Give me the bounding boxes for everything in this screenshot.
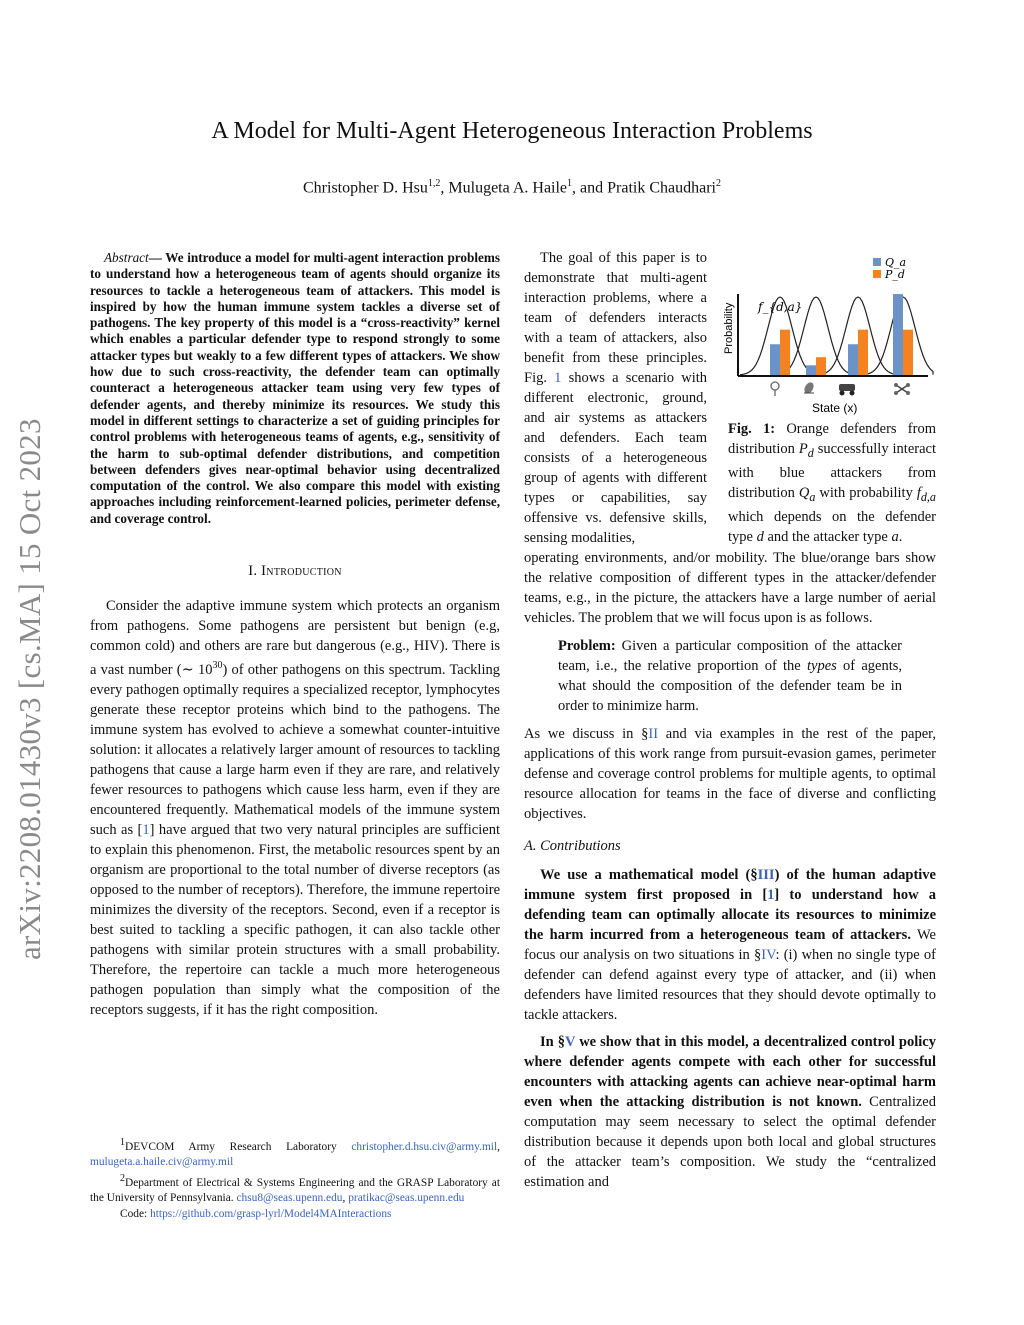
left-column [90, 250, 500, 1020]
caption-text: Orange defenders from distribution $P_d$ successfully interact with blue attackers from distribution $Q_a$ with probability $f_{d,a}$ which depends on the defender type d and the attacker type a. [728, 421, 936, 545]
problem-label: Problem: [558, 638, 616, 654]
x-category-icons [771, 381, 910, 396]
footnote-2-marker: 2 [120, 1172, 125, 1184]
attacker-bar-2 [806, 365, 816, 375]
section-ref-link-iii[interactable]: III [757, 867, 775, 883]
drone-icon [894, 383, 910, 395]
discussion-text-1: As we discuss in § [524, 726, 649, 742]
arxiv-identifier[interactable]: arXiv:2208.01430v3 [cs.MA] 15 Oct 2023 [12, 418, 47, 960]
problem-text-italic: types [806, 658, 837, 674]
figure-1-caption [728, 419, 936, 547]
contributions-heading: A. Contributions [524, 838, 621, 854]
author-chaudhari-affil: 2 [716, 178, 721, 189]
email-link-haile[interactable]: mulugeta.a.haile.civ@army.mil [90, 1156, 234, 1169]
footnote-code [90, 1207, 500, 1223]
intro-text-1: Consider the adaptive immune system which protects an organism from pathogens. Some pathogens are persistent but benign (e.g, common cold) and others are rare but dangerous (e.g., HIV). There is a vast number (∼ 10 [90, 598, 500, 678]
intro-exponent: 30 [212, 660, 223, 672]
problem-text-1: Given a particular composition of the attacker team, i.e., the relative proportion of the [558, 638, 902, 674]
goal-text-1: The goal of this paper is to demonstrate that multi-agent interaction problems, where a team of defenders interacts with a team of attackers, also benefit from these principles. Fig. [524, 250, 707, 386]
footnote-1-text: DEVCOM Army Research Laboratory [125, 1140, 352, 1153]
discussion-paragraph [524, 724, 936, 824]
contrib1-text-2: : (i) when no single type of defender can defend against every type of attacker, and (ii) when defenders have limited resources that they should devote optimally to tackle attackers. [524, 947, 936, 1023]
attacker-bar-4 [893, 294, 903, 375]
footnote-2-separator: , [342, 1192, 346, 1205]
footnote-1-marker: 1 [120, 1137, 125, 1148]
section-ref-link-v[interactable]: V [564, 1034, 576, 1050]
attacker-bar-1 [770, 344, 780, 375]
defender-bar-3 [858, 330, 868, 375]
defender-bar-4 [903, 330, 913, 375]
citation-link-1[interactable]: 1 [142, 821, 150, 838]
discussion-text-2: and via examples in the rest of the paper, applications of this work range from pursuit-evasion games, perimeter defense and coverage control problems for multiple agents, to optimal resource allocation for teams in the face of diverse and conflicting objectives. [524, 726, 936, 822]
citation-link-1b[interactable]: 1 [767, 887, 775, 903]
attacker-bar-3 [848, 344, 858, 375]
footnote-2-text: Department of Electrical & Systems Engineering and the GRASP Laboratory at the University of Pennsylvania. [90, 1176, 500, 1205]
footnote-1 [90, 1135, 500, 1171]
y-axis-label: Probability [723, 302, 735, 354]
introduction-paragraph [90, 596, 500, 1020]
legend-label-attacker: Q_a [885, 256, 907, 269]
legend-swatch-defender [873, 270, 881, 278]
author-haile: , Mulugeta A. Haile [440, 179, 568, 197]
contribution-paragraph-2 [524, 1032, 936, 1192]
abstract [90, 250, 500, 527]
footnote-1-separator: , [497, 1140, 500, 1153]
contrib1-text-1: We focus our analysis on two situations in § [524, 927, 936, 963]
contrib1-bold-1: We use a mathematical model (§ [540, 867, 758, 883]
section-ref-link-ii[interactable]: II [648, 726, 659, 742]
legend [873, 256, 906, 281]
ground-vehicle-icon [839, 384, 855, 396]
problem-text-2: of agents, what should the composition of the defender team be in order to minimize harm. [558, 658, 902, 714]
section-ref-link-iv[interactable]: IV [761, 947, 776, 963]
goal-paragraph [524, 248, 707, 548]
legend-label-defender: P_d [885, 268, 905, 281]
contrib2-text: Centralized computation may seem necessary to select the optimal defender distribution because it depends upon both local and global structures of the attacker team’s composition. We study the “centralized estimation and [524, 1094, 936, 1190]
paper-title: A Model for Multi-Agent Heterogeneous Interaction Problems [211, 118, 813, 144]
defender-bar-1 [780, 330, 790, 375]
abstract-text: — We introduce a model for multi-agent interaction problems to understand how a heterogeneous team of agents should organize its resources to tackle a heterogeneous team of attackers. This model is inspired by how the human immune system tackles a diverse set of pathogens. The key property of this model is a “cross-reactivity” kernel which enables a particular defender type to respond strongly to some attacker types but weakly to a few different types of attackers. We show how due to such cross-reactivity, the defender team can optimally counteract a heterogeneous attacker team using very few types of defender agents, and thereby minimize its resources. We study this model in different settings to characterize a set of guiding principles for control problems with heterogeneous teams of agents, e.g., sensitivity of the harm to sub-optimal defender distributions, and competition between defenders gives near-optimal behavior using decentralized computation of the control. We also compare this model with existing approaches including reinforcement-learned policies, perimeter defense, and coverage control. [90, 250, 500, 526]
contribution-paragraph-1 [524, 865, 936, 1025]
contrib1-bold-2: ) of the human adaptive immune system first proposed in [ [524, 867, 936, 903]
caption-label: Fig. 1: [728, 421, 776, 437]
figure-ref-link[interactable]: 1 [554, 370, 562, 386]
footnote-2 [90, 1171, 500, 1207]
ground-robot-icon [803, 381, 816, 395]
contrib2-bold-1: In § [540, 1034, 565, 1050]
electronic-sensor-icon [771, 382, 779, 396]
intro-text-2: ) of other pathogens on this spectrum. Tackling every pathogen optimally requires a specialized receptor, lymphocytes generate these receptor proteins which bind to the pathogens. The immune system has evolved to achieve a somewhat counter-intuitive solution: it allocates a relatively larger amount of resources to tackling pathogens that cause a large harm even if they are rare, and relatively fewer resources to pathogens which cause less harm, even if they are encountered frequently. Mathematical models of the immune system such as [ [90, 661, 500, 838]
author-hsu-affil: 1,2 [427, 178, 441, 189]
abstract-label: Abstract [104, 250, 149, 265]
author-hsu: Christopher D. Hsu [303, 179, 428, 197]
email-link-hsu-upenn[interactable]: chsu8@seas.upenn.edu [236, 1192, 343, 1205]
contrib2-bold-2: we show that in this model, a decentralized control policy where defender agents compete with each other for successful encounters with attacking agents can achieve near-optimal harm even when the attacking distribution is not known. [524, 1034, 936, 1110]
code-label: Code: [120, 1207, 151, 1220]
goal-paragraph-continued: operating environments, and/or mobility. The blue/orange bars show the relative composition of different types in the attacker/defender teams, e.g., in the picture, the attackers have a large number of aerial vehicles. The problem that we will focus upon is as follows. [524, 550, 936, 626]
author-haile-affil: 1 [567, 178, 573, 189]
figure-1-chart [723, 250, 938, 418]
defender-bar-2 [816, 357, 826, 375]
author-chaudhari: , and Pratik Chaudhari [572, 179, 716, 197]
goal-text-2: shows a scenario with different electronic, ground, and air systems as attackers and defenders. Each team consists of a heterogeneous group of agents with different types or capabilities, say offensive vs. defensive skills, sensing modalities, [524, 370, 708, 546]
email-link-hsu-army[interactable]: christopher.d.hsu.civ@army.mil [351, 1140, 498, 1153]
author-list [0, 178, 1024, 197]
intro-text-3: ] have argued that two very natural principles are sufficient to explain this phenomenon. First, the metabolic resources spent by an organism are proportional to the total number of diverse receptors (as opposed to the number of receptors). Therefore, the immune repertoire minimizes the diversity of the receptors. Second, even if a receptor is best suited to tackling a specific pathogen, it can also tackle other pathogens with similar protein structures with a small probability. Therefore, the repertoire can tackle a much more heterogeneous pathogen population than simply what the composition of the receptors suggests, if it has the right composition. [90, 821, 501, 1018]
email-link-chaudhari[interactable]: pratikac@seas.upenn.edu [348, 1192, 465, 1205]
x-axis-label: State (x) [812, 401, 858, 415]
footnotes [90, 1135, 500, 1222]
contrib1-bold-3: ] to understand how a defending team can optimally allocate its resources to minimize the harm incurred from a heterogeneous team of attackers. [524, 887, 937, 943]
problem-statement [558, 636, 902, 716]
introduction-heading: I. Introduction [248, 563, 342, 580]
kernel-annotation: f_{d,a} [758, 300, 803, 314]
code-repository-link[interactable]: https://github.com/grasp-lyrl/Model4MAInteractions [150, 1207, 392, 1220]
figure-1 [723, 250, 938, 423]
legend-swatch-attacker [873, 258, 881, 266]
